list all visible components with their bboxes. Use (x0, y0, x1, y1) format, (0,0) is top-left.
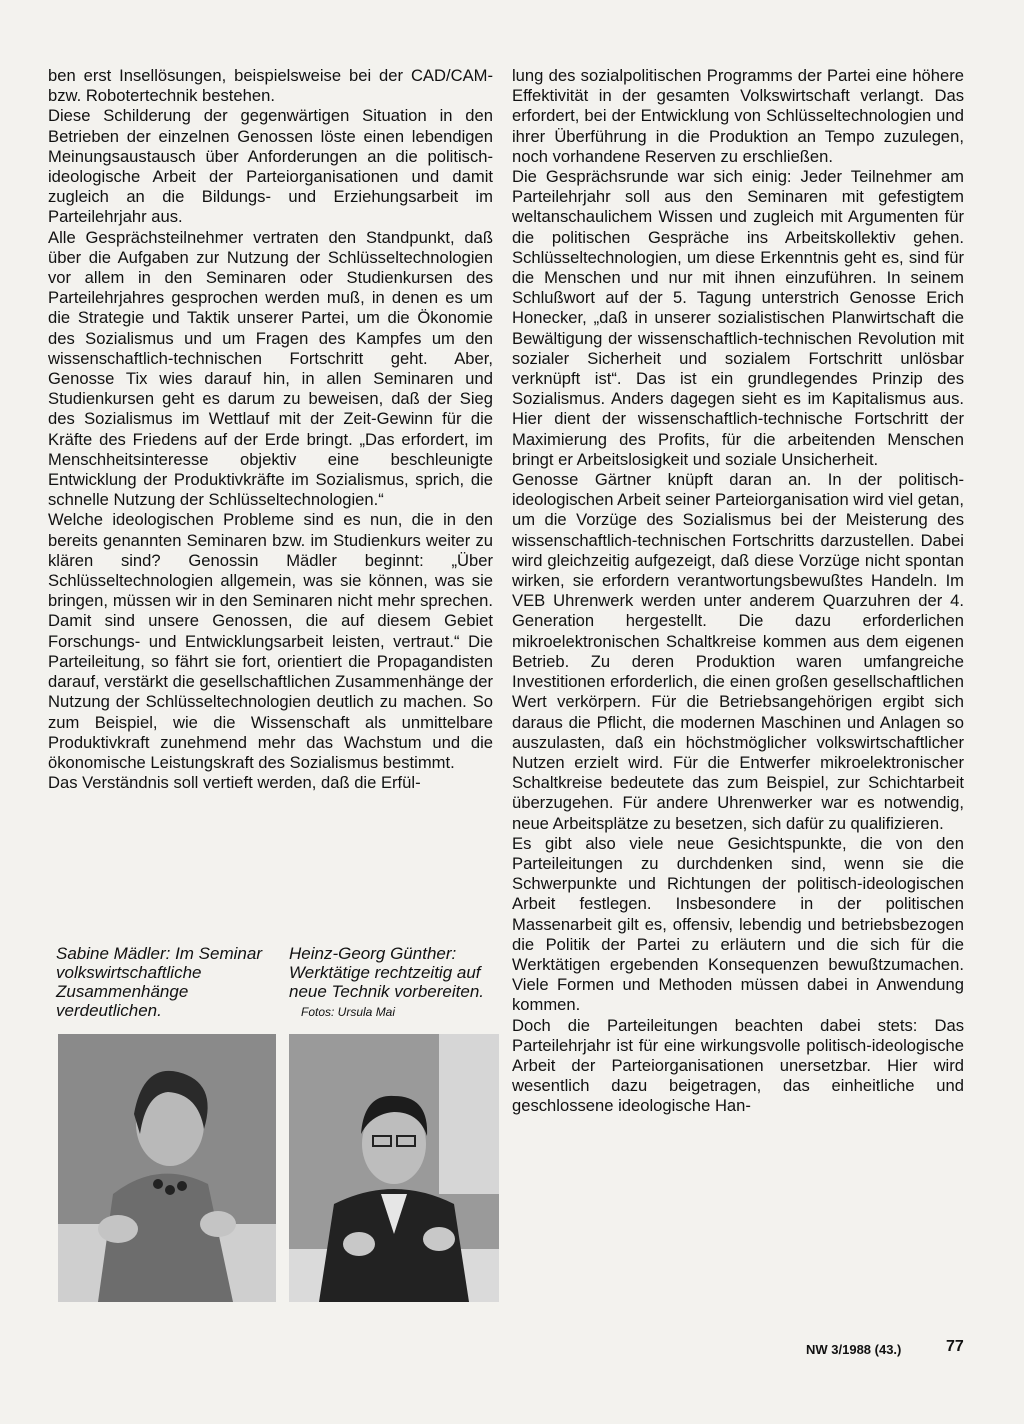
article-column-right (512, 66, 964, 1117)
photo-sabine-maedler (58, 1034, 276, 1302)
paragraph: Das Verständnis soll vertieft werden, daß die Erfül- (48, 773, 421, 793)
paragraph: Es gibt also viele neue Gesichtspunkte, die von den Parteileitungen zu durchdenken sind, wenn sie die Schwerpunkte und Richtungen der politisch-ideologischen Arbeit festlegen. Insbesondere in der politischen Massenarbeit gilt es, offensiv, lebendig und betriebsbezogen die Politik der Partei zu erläutern und die sich für die Werktätigen ergebenden Konsequenzen bewußtzumachen. Viele Formen und Methoden müssen dabei in Anwendung kommen. (512, 833, 964, 1015)
photo-caption-guenther (289, 944, 499, 1022)
paragraph: ben erst Insellösungen, beispielsweise bei der CAD/CAM- bzw. Robotertechnik bestehen. (48, 66, 493, 106)
page-number: 77 (946, 1338, 964, 1355)
paragraph: lung des sozialpolitischen Programms der Partei eine höhere Effektivität in der gesamten Volkswirtschaft verlangt. Das erfordert, bei der Entwicklung von Schlüsseltechnologien und ihrer Überführung in die Produktion an Tempo zuzulegen, noch vorhandene Reserven zu erschließen. (512, 66, 964, 166)
caption-text: Heinz-Georg Günther: Werktätige rechtzeitig auf neue Technik vorbereiten. (289, 944, 485, 1001)
photo-caption-maedler (56, 944, 271, 1020)
photo-credit: Fotos: Ursula Mai (301, 1005, 396, 1019)
issue-info: NW 3/1988 (43.) (806, 1342, 902, 1357)
paragraph: Die Gesprächsrunde war sich einig: Jeder Teilnehmer am Parteilehrjahr soll aus den Seminaren mit gefestigtem weltanschaulichem Wissen und zugleich mit Argumenten für die politischen Gespräche ins Arbeitskollektiv gehen. Schlüsseltechnologien, um diese Erkenntnis geht es, sind für die Menschen und nur mit ihnen einzuführen. In seinem Schlußwort auf der 5. Tagung unterstrich Genosse Erich Honecker, „daß in unserer sozialistischen Planwirtschaft die Bewältigung der wissenschaftlich-technischen Revolution mit sozialer Sicherheit und sozialem Fortschritt unlösbar verknüpft ist“. Das ist ein grundlegendes Prinzip des Sozialismus. Anders dagegen sieht es im Kapitalismus aus. Hier dient der wissenschaftlich-technische Fortschritt der Maximierung des Profits, für die arbeitenden Menschen bringt er Arbeitslosigkeit und soziale Unsicherheit. (512, 167, 964, 469)
paragraph: Genosse Gärtner knüpft daran an. In der politisch-ideologischen Arbeit seiner Parteiorganisation wird viel getan, um die Vorzüge des Sozialismus bei der Meisterung des wissenschaftlich-technischen Fortschritts darzustellen. Dabei wird gleichzeitig aufgezeigt, daß diese Vorzüge nicht spontan wirken, sie erfordern verantwortungsbewußtes Handeln. Im VEB Uhrenwerk werden unter anderem Quarzuhren der 4. Generation hergestellt. Die dazu erforderlichen mikroelektronischen Schaltkreise kommen aus dem eigenen Betrieb. Zu deren Produktion waren umfangreiche Investitionen erforderlich, die einen großen gesellschaftlichen Wert verkörpern. Für die Betriebsangehörigen ergibt sich daraus die Pflicht, die modernen Maschinen und Anlagen so auszulasten, daß ein höchstmöglicher volkswirtschaftlicher Nutzen erzielt wird. Für die Entwerfer mikroelektronischer Schaltkreise bedeutete das zum Beispiel, zur Schichtarbeit überzugehen. Für andere Uhrenwerker war es notwendig, neue Arbeitsplätze zu besetzen, sich dafür zu qualifizieren. (512, 470, 964, 833)
article-column-left (48, 66, 493, 793)
paragraph: Doch die Parteileitungen beachten dabei stets: Das Parteilehrjahr ist für eine wirkungsvolle politisch-ideologische Arbeit der Parteiorganisationen unersetzbar. Hier wird wesentlich dazu beigetragen, das einheitliche und geschlossene ideologische Han- (512, 1015, 964, 1116)
caption-text: Sabine Mädler: Im Seminar volkswirtschaftliche Zusammenhänge verdeutlichen. (56, 944, 262, 1020)
paragraph: Diese Schilderung der gegenwärtigen Situation in den Betrieben der einzelnen Genossen löste einen lebendigen Meinungsaustausch über Anforderungen an die politisch-ideologische Arbeit der Parteiorganisationen und damit zugleich an die Bildungs- und Erziehungsarbeit im Parteilehrjahr aus. (48, 106, 493, 227)
photo-heinz-georg-guenther (289, 1034, 499, 1302)
paragraph: Welche ideologischen Probleme sind es nun, die in den bereits genannten Seminaren bzw. im Studienkurs weiter zu klären sind? Genossin Mädler beginnt: „Über Schlüsseltechnologien allgemein, was sie können, was sie bringen, müssen wir in den Seminaren nicht mehr sprechen. Damit sind unsere Genossen, die auf diesem Gebiet Forschungs- und Entwicklungsarbeit leisten, vertraut.“ Die Parteileitung, so fährt sie fort, orientiert die Propagandisten darauf, verstärkt die gesellschaftlichen Zusammenhänge der Nutzung der Schlüsseltechnologien deutlich zu machen. So zum Beispiel, wie die Wissenschaft als unmittelbare Produktivkraft zunehmend mehr das Wachstum und die ökonomische Leistungskraft des Sozialismus bestimmt. (48, 510, 493, 772)
paragraph: Alle Gesprächsteilnehmer vertraten den Standpunkt, daß über die Aufgaben zur Nutzung der Schlüsseltechnologien vor allem in den Seminaren oder Studienkursen des Parteilehrjahres gesprochen werden muß, in denen es um die Strategie und Taktik unserer Partei, um die Ökonomie des Sozialismus und um Fragen des Kampfes um den wissenschaftlich-technischen Fortschritt geht. Aber, Genosse Tix wies darauf hin, in allen Seminaren und Studienkursen geht es darum zu beweisen, daß der Sieg des Sozialismus im Wettlauf mit der Zeit-Gewinn für die Kräfte des Friedens auf der Erde bringt. „Das erfordert, im Menschheitsinteresse objektiv eine beschleunigte Entwicklung der Produktivkräfte im Sozialismus, sprich, die schnelle Nutzung der Schlüsseltechnologien.“ (48, 227, 493, 510)
